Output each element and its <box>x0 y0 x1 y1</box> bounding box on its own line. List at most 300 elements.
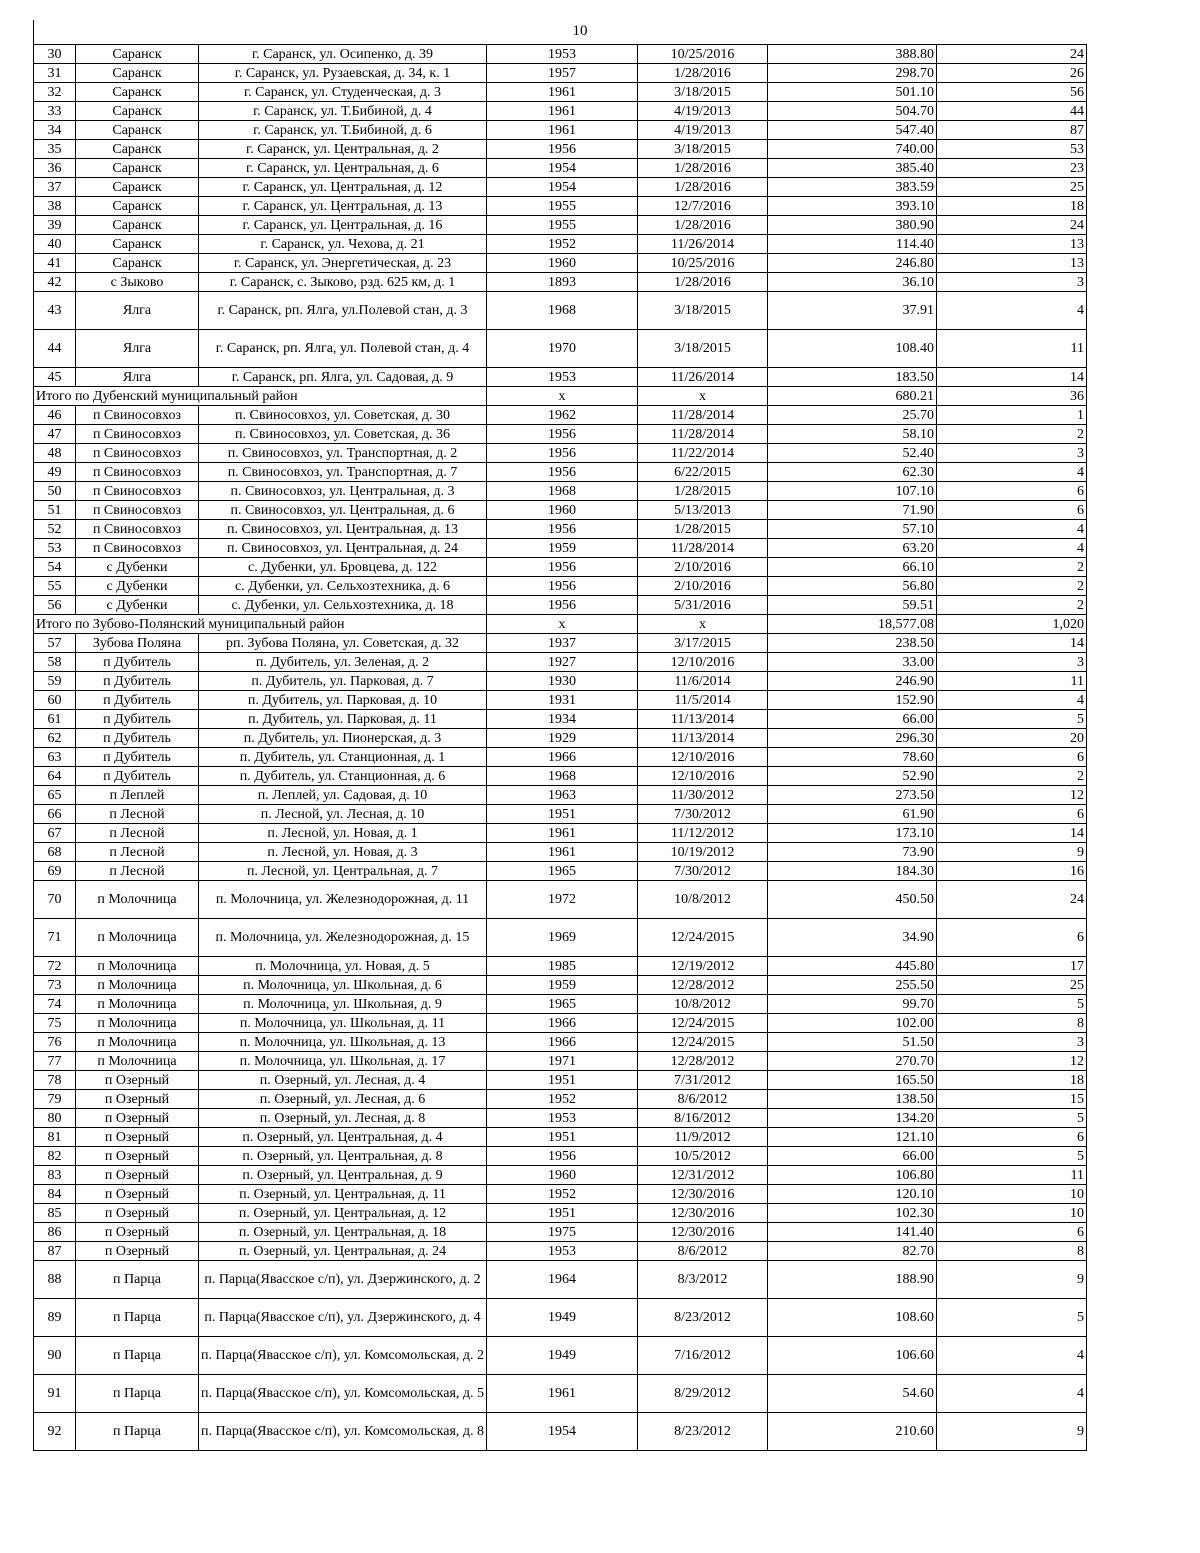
table-row <box>34 729 1087 748</box>
area-value: 393.10 <box>768 197 937 216</box>
record-date: 4/19/2013 <box>638 121 768 140</box>
build-year: 1971 <box>487 1052 638 1071</box>
record-date: 1/28/2015 <box>638 482 768 501</box>
area-value: 298.70 <box>768 64 937 83</box>
area-value: 504.70 <box>768 102 937 121</box>
table-row <box>34 1413 1087 1451</box>
build-year: 1951 <box>487 1204 638 1223</box>
address: п. Лесной, ул. Новая, д. 1 <box>199 824 487 843</box>
locality: п Озерный <box>76 1128 199 1147</box>
record-date: 11/28/2014 <box>638 539 768 558</box>
build-year: 1893 <box>487 273 638 292</box>
resident-count: 11 <box>937 330 1087 368</box>
area-value: 270.70 <box>768 1052 937 1071</box>
resident-count: 8 <box>937 1014 1087 1033</box>
address: п. Озерный, ул. Лесная, д. 6 <box>199 1090 487 1109</box>
area-value: 380.90 <box>768 216 937 235</box>
table-row <box>34 520 1087 539</box>
address: п. Молочница, ул. Школьная, д. 11 <box>199 1014 487 1033</box>
record-date: 11/22/2014 <box>638 444 768 463</box>
address: п. Свиносовхоз, ул. Центральная, д. 3 <box>199 482 487 501</box>
locality: с Дубенки <box>76 558 199 577</box>
locality: Ялга <box>76 368 199 387</box>
table-row <box>34 444 1087 463</box>
locality: п Молочница <box>76 1052 199 1071</box>
build-year: 1959 <box>487 539 638 558</box>
build-year: 1964 <box>487 1261 638 1299</box>
resident-count: 53 <box>937 140 1087 159</box>
area-value: 108.60 <box>768 1299 937 1337</box>
table-row <box>34 140 1087 159</box>
resident-count: 11 <box>937 1166 1087 1185</box>
resident-count: 2 <box>937 596 1087 615</box>
build-year: 1960 <box>487 254 638 273</box>
area-value: 445.80 <box>768 957 937 976</box>
resident-count: 4 <box>937 1375 1087 1413</box>
locality: Ялга <box>76 292 199 330</box>
table-row <box>34 1147 1087 1166</box>
address: г. Саранск, ул. Центральная, д. 2 <box>199 140 487 159</box>
record-date: 10/19/2012 <box>638 843 768 862</box>
locality: п Молочница <box>76 1033 199 1052</box>
row-number: 54 <box>34 558 76 577</box>
address: г. Саранск, рп. Ялга, ул. Садовая, д. 9 <box>199 368 487 387</box>
locality: Зубова Поляна <box>76 634 199 653</box>
locality: п Молочница <box>76 995 199 1014</box>
address: г. Саранск, ул. Чехова, д. 21 <box>199 235 487 254</box>
address: с. Дубенки, ул. Сельхозтехника, д. 18 <box>199 596 487 615</box>
total-label: Итого по Зубово-Полянский муниципальный район <box>34 615 487 634</box>
resident-count: 18 <box>937 197 1087 216</box>
build-year: 1985 <box>487 957 638 976</box>
record-date: 12/10/2016 <box>638 767 768 786</box>
address: п. Дубитель, ул. Станционная, д. 1 <box>199 748 487 767</box>
resident-count: 24 <box>937 45 1087 64</box>
area-value: 66.00 <box>768 710 937 729</box>
table-row <box>34 425 1087 444</box>
table-row <box>34 1090 1087 1109</box>
build-year: 1961 <box>487 121 638 140</box>
table-row <box>34 881 1087 919</box>
row-number: 37 <box>34 178 76 197</box>
area-value: 141.40 <box>768 1223 937 1242</box>
table-row <box>34 178 1087 197</box>
record-date: 12/24/2015 <box>638 1014 768 1033</box>
table-row <box>34 596 1087 615</box>
resident-count: 56 <box>937 83 1087 102</box>
locality: Саранск <box>76 64 199 83</box>
locality: Саранск <box>76 83 199 102</box>
resident-count: 4 <box>937 292 1087 330</box>
build-year: 1956 <box>487 577 638 596</box>
record-date: 11/28/2014 <box>638 425 768 444</box>
address: п. Лесной, ул. Новая, д. 3 <box>199 843 487 862</box>
build-year: 1966 <box>487 1033 638 1052</box>
address: г. Саранск, рп. Ялга, ул. Полевой стан, д. 4 <box>199 330 487 368</box>
address: с. Дубенки, ул. Сельхозтехника, д. 6 <box>199 577 487 596</box>
housing-table <box>33 44 1087 1451</box>
resident-count: 4 <box>937 691 1087 710</box>
total-row <box>34 615 1087 634</box>
address: п. Дубитель, ул. Парковая, д. 7 <box>199 672 487 691</box>
resident-count: 2 <box>937 425 1087 444</box>
table-row <box>34 919 1087 957</box>
resident-count: 3 <box>937 273 1087 292</box>
record-date: 12/10/2016 <box>638 653 768 672</box>
table-row <box>34 1128 1087 1147</box>
address: п. Парца(Явасское с/п), ул. Комсомольская, д. 2 <box>199 1337 487 1375</box>
locality: п Дубитель <box>76 767 199 786</box>
build-year: 1961 <box>487 843 638 862</box>
resident-count: 44 <box>937 102 1087 121</box>
table-row <box>34 463 1087 482</box>
locality: с Дубенки <box>76 596 199 615</box>
build-year: 1934 <box>487 710 638 729</box>
area-value: 383.59 <box>768 178 937 197</box>
record-date: 12/30/2016 <box>638 1223 768 1242</box>
row-number: 88 <box>34 1261 76 1299</box>
build-year: 1957 <box>487 64 638 83</box>
address: п. Молочница, ул. Железнодорожная, д. 11 <box>199 881 487 919</box>
resident-count: 13 <box>937 254 1087 273</box>
locality: Саранск <box>76 216 199 235</box>
table-row <box>34 102 1087 121</box>
record-date: 12/30/2016 <box>638 1204 768 1223</box>
record-date: 10/8/2012 <box>638 995 768 1014</box>
row-number: 75 <box>34 1014 76 1033</box>
area-value: 82.70 <box>768 1242 937 1261</box>
table-row <box>34 653 1087 672</box>
total-area: 680.21 <box>768 387 937 406</box>
area-value: 183.50 <box>768 368 937 387</box>
locality: п Лесной <box>76 824 199 843</box>
build-year: 1952 <box>487 1090 638 1109</box>
address: п. Озерный, ул. Центральная, д. 18 <box>199 1223 487 1242</box>
address: п. Дубитель, ул. Станционная, д. 6 <box>199 767 487 786</box>
address: п. Озерный, ул. Центральная, д. 11 <box>199 1185 487 1204</box>
table-row <box>34 691 1087 710</box>
locality: п Озерный <box>76 1090 199 1109</box>
area-value: 33.00 <box>768 653 937 672</box>
build-year: 1956 <box>487 596 638 615</box>
address: п. Молочница, ул. Школьная, д. 13 <box>199 1033 487 1052</box>
build-year: 1959 <box>487 976 638 995</box>
address: п. Озерный, ул. Лесная, д. 4 <box>199 1071 487 1090</box>
row-number: 58 <box>34 653 76 672</box>
record-date: 7/30/2012 <box>638 862 768 881</box>
build-year: 1961 <box>487 102 638 121</box>
table-row <box>34 482 1087 501</box>
record-date: 6/22/2015 <box>638 463 768 482</box>
resident-count: 26 <box>937 64 1087 83</box>
total-label: Итого по Дубенский муниципальный район <box>34 387 487 406</box>
record-date: 3/18/2015 <box>638 140 768 159</box>
area-value: 255.50 <box>768 976 937 995</box>
area-value: 52.40 <box>768 444 937 463</box>
resident-count: 1 <box>937 406 1087 425</box>
area-value: 99.70 <box>768 995 937 1014</box>
locality: п Озерный <box>76 1166 199 1185</box>
locality: п Дубитель <box>76 729 199 748</box>
table-row <box>34 368 1087 387</box>
build-year: 1952 <box>487 1185 638 1204</box>
row-number: 55 <box>34 577 76 596</box>
resident-count: 9 <box>937 843 1087 862</box>
address: п. Озерный, ул. Центральная, д. 24 <box>199 1242 487 1261</box>
area-value: 63.20 <box>768 539 937 558</box>
build-year: 1966 <box>487 1014 638 1033</box>
row-number: 71 <box>34 919 76 957</box>
row-number: 33 <box>34 102 76 121</box>
locality: п Свиносовхоз <box>76 463 199 482</box>
build-year: 1961 <box>487 1375 638 1413</box>
build-year: 1951 <box>487 1128 638 1147</box>
row-number: 81 <box>34 1128 76 1147</box>
resident-count: 2 <box>937 767 1087 786</box>
table-row <box>34 805 1087 824</box>
address: п. Парца(Явасское с/п), ул. Дзержинского, д. 2 <box>199 1261 487 1299</box>
record-date: 3/18/2015 <box>638 330 768 368</box>
locality: Ялга <box>76 330 199 368</box>
record-date: 3/17/2015 <box>638 634 768 653</box>
area-value: 238.50 <box>768 634 937 653</box>
row-number: 62 <box>34 729 76 748</box>
record-date: 1/28/2016 <box>638 159 768 178</box>
build-year: 1927 <box>487 653 638 672</box>
build-year: 1956 <box>487 558 638 577</box>
area-value: 52.90 <box>768 767 937 786</box>
locality: п Парца <box>76 1261 199 1299</box>
address: п. Дубитель, ул. Зеленая, д. 2 <box>199 653 487 672</box>
table-row <box>34 235 1087 254</box>
row-number: 49 <box>34 463 76 482</box>
locality: п Парца <box>76 1337 199 1375</box>
area-value: 66.10 <box>768 558 937 577</box>
resident-count: 24 <box>937 216 1087 235</box>
address: г. Саранск, с. Зыково, рзд. 625 км, д. 1 <box>199 273 487 292</box>
address: г. Саранск, ул. Студенческая, д. 3 <box>199 83 487 102</box>
area-value: 62.30 <box>768 463 937 482</box>
table-row <box>34 406 1087 425</box>
resident-count: 10 <box>937 1185 1087 1204</box>
build-year: 1951 <box>487 1071 638 1090</box>
address: п. Леплей, ул. Садовая, д. 10 <box>199 786 487 805</box>
resident-count: 87 <box>937 121 1087 140</box>
build-year: 1960 <box>487 501 638 520</box>
area-value: 56.80 <box>768 577 937 596</box>
record-date: 4/19/2013 <box>638 102 768 121</box>
resident-count: 16 <box>937 862 1087 881</box>
area-value: 25.70 <box>768 406 937 425</box>
locality: п Дубитель <box>76 672 199 691</box>
area-value: 296.30 <box>768 729 937 748</box>
address: г. Саранск, ул. Рузаевская, д. 34, к. 1 <box>199 64 487 83</box>
build-year: 1968 <box>487 292 638 330</box>
table-row <box>34 786 1087 805</box>
build-year: 1966 <box>487 748 638 767</box>
area-value: 102.30 <box>768 1204 937 1223</box>
address: п. Свиносовхоз, ул. Центральная, д. 24 <box>199 539 487 558</box>
build-year: 1965 <box>487 862 638 881</box>
resident-count: 5 <box>937 995 1087 1014</box>
build-year: 1968 <box>487 767 638 786</box>
resident-count: 14 <box>937 634 1087 653</box>
address: п. Свиносовхоз, ул. Советская, д. 30 <box>199 406 487 425</box>
record-date: 10/5/2012 <box>638 1147 768 1166</box>
row-number: 48 <box>34 444 76 463</box>
resident-count: 3 <box>937 1033 1087 1052</box>
build-year: 1930 <box>487 672 638 691</box>
row-number: 51 <box>34 501 76 520</box>
row-number: 92 <box>34 1413 76 1451</box>
locality: с Дубенки <box>76 577 199 596</box>
table-row <box>34 995 1087 1014</box>
table-row <box>34 1071 1087 1090</box>
record-date: 12/19/2012 <box>638 957 768 976</box>
locality: п Свиносовхоз <box>76 444 199 463</box>
area-value: 71.90 <box>768 501 937 520</box>
row-number: 35 <box>34 140 76 159</box>
row-number: 80 <box>34 1109 76 1128</box>
address: п. Свиносовхоз, ул. Центральная, д. 13 <box>199 520 487 539</box>
row-number: 90 <box>34 1337 76 1375</box>
address: г. Саранск, ул. Энергетическая, д. 23 <box>199 254 487 273</box>
record-date: 8/6/2012 <box>638 1090 768 1109</box>
address: п. Дубитель, ул. Пионерская, д. 3 <box>199 729 487 748</box>
locality: Саранск <box>76 140 199 159</box>
page-number: 10 <box>572 23 588 39</box>
row-number: 91 <box>34 1375 76 1413</box>
table-row <box>34 1052 1087 1071</box>
locality: п Лесной <box>76 805 199 824</box>
area-value: 246.90 <box>768 672 937 691</box>
row-number: 74 <box>34 995 76 1014</box>
row-number: 78 <box>34 1071 76 1090</box>
table-body <box>34 45 1087 1451</box>
record-date: 12/28/2012 <box>638 976 768 995</box>
row-number: 45 <box>34 368 76 387</box>
total-date: x <box>638 615 768 634</box>
build-year: 1953 <box>487 1242 638 1261</box>
row-number: 40 <box>34 235 76 254</box>
area-value: 184.30 <box>768 862 937 881</box>
total-date: x <box>638 387 768 406</box>
record-date: 5/31/2016 <box>638 596 768 615</box>
address: п. Молочница, ул. Школьная, д. 9 <box>199 995 487 1014</box>
row-number: 56 <box>34 596 76 615</box>
total-row <box>34 387 1087 406</box>
table-row <box>34 710 1087 729</box>
record-date: 8/23/2012 <box>638 1413 768 1451</box>
resident-count: 2 <box>937 577 1087 596</box>
resident-count: 5 <box>937 710 1087 729</box>
area-value: 61.90 <box>768 805 937 824</box>
build-year: 1956 <box>487 463 638 482</box>
resident-count: 17 <box>937 957 1087 976</box>
row-number: 68 <box>34 843 76 862</box>
resident-count: 6 <box>937 1128 1087 1147</box>
row-number: 89 <box>34 1299 76 1337</box>
row-number: 30 <box>34 45 76 64</box>
row-number: 36 <box>34 159 76 178</box>
locality: п Дубитель <box>76 653 199 672</box>
resident-count: 5 <box>937 1147 1087 1166</box>
address: п. Свиносовхоз, ул. Советская, д. 36 <box>199 425 487 444</box>
locality: п Дубитель <box>76 691 199 710</box>
row-number: 41 <box>34 254 76 273</box>
table-row <box>34 501 1087 520</box>
record-date: 1/28/2016 <box>638 216 768 235</box>
locality: п Свиносовхоз <box>76 520 199 539</box>
row-number: 73 <box>34 976 76 995</box>
table-row <box>34 862 1087 881</box>
resident-count: 3 <box>937 444 1087 463</box>
record-date: 12/31/2012 <box>638 1166 768 1185</box>
area-value: 108.40 <box>768 330 937 368</box>
row-number: 32 <box>34 83 76 102</box>
table-row <box>34 539 1087 558</box>
locality: п Молочница <box>76 976 199 995</box>
address: п. Лесной, ул. Центральная, д. 7 <box>199 862 487 881</box>
locality: п Озерный <box>76 1147 199 1166</box>
build-year: 1953 <box>487 45 638 64</box>
row-number: 87 <box>34 1242 76 1261</box>
address: п. Озерный, ул. Центральная, д. 8 <box>199 1147 487 1166</box>
build-year: 1954 <box>487 1413 638 1451</box>
record-date: 8/23/2012 <box>638 1299 768 1337</box>
address: г. Саранск, рп. Ялга, ул.Полевой стан, д. 3 <box>199 292 487 330</box>
table-row <box>34 1299 1087 1337</box>
record-date: 10/25/2016 <box>638 254 768 273</box>
row-number: 31 <box>34 64 76 83</box>
locality: п Озерный <box>76 1185 199 1204</box>
record-date: 1/28/2015 <box>638 520 768 539</box>
area-value: 120.10 <box>768 1185 937 1204</box>
table-row <box>34 1109 1087 1128</box>
table-row <box>34 64 1087 83</box>
record-date: 12/30/2016 <box>638 1185 768 1204</box>
table-row <box>34 976 1087 995</box>
area-value: 152.90 <box>768 691 937 710</box>
record-date: 3/18/2015 <box>638 83 768 102</box>
resident-count: 5 <box>937 1109 1087 1128</box>
address: г. Саранск, ул. Центральная, д. 6 <box>199 159 487 178</box>
row-number: 63 <box>34 748 76 767</box>
resident-count: 6 <box>937 501 1087 520</box>
resident-count: 15 <box>937 1090 1087 1109</box>
row-number: 47 <box>34 425 76 444</box>
resident-count: 14 <box>937 368 1087 387</box>
resident-count: 10 <box>937 1204 1087 1223</box>
area-value: 134.20 <box>768 1109 937 1128</box>
table-row <box>34 1014 1087 1033</box>
record-date: 11/30/2012 <box>638 786 768 805</box>
build-year: 1953 <box>487 368 638 387</box>
build-year: 1951 <box>487 805 638 824</box>
record-date: 2/10/2016 <box>638 558 768 577</box>
resident-count: 6 <box>937 482 1087 501</box>
table-row <box>34 1242 1087 1261</box>
row-number: 77 <box>34 1052 76 1071</box>
table-row <box>34 558 1087 577</box>
row-number: 84 <box>34 1185 76 1204</box>
locality: п Молочница <box>76 919 199 957</box>
resident-count: 12 <box>937 1052 1087 1071</box>
table-row <box>34 824 1087 843</box>
table-row <box>34 1033 1087 1052</box>
locality: Саранск <box>76 102 199 121</box>
record-date: 1/28/2016 <box>638 273 768 292</box>
